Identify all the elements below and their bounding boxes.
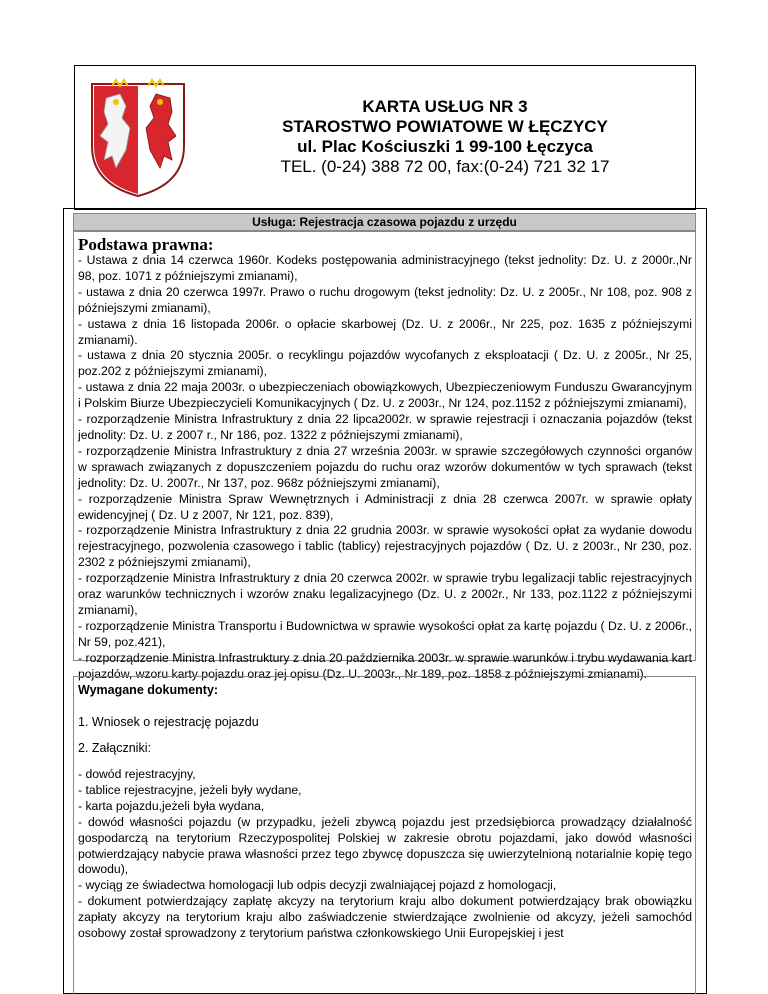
- list-item: - dowód własności pojazdu (w przypadku, jeżeli zbywcą pojazdu jest przedsiębiorca prowadzący działalność gospodarczą na terytorium Rzeczypospolitej Polskiej w zakresie obrotu pojazdami, jako dowód własności potwierdzający nabycie prawa własności przez tego zbywcę dopuszcza się uwierzytelnioną notarialnie kopię tego dowodu),: [78, 814, 692, 877]
- list-item: - rozporządzenie Ministra Infrastruktury z dnia 22 lipca2002r. w sprawie rejestracji i oznaczania pojazdów (tekst jednolity: Dz. U. z 2007 r., Nr 186, poz. 1322 z późniejszymi zmianami),: [78, 412, 692, 442]
- service-label: Usługa: Rejestracja czasowa pojazdu z urzędu: [73, 213, 696, 231]
- list-item: - rozporządzenie Ministra Infrastruktury z dnia 22 grudnia 2003r. w sprawie wysokości opłat za wydanie dowodu rejestracyjnego, pozwolenia czasowego i tablic (tablicy) rejestracyjnych pojazdów ( Dz. U. z 2003r., Nr 230, poz. 2302 z późniejszymi zmianami),: [78, 523, 692, 570]
- list-item: - rozporządzenie Ministra Spraw Wewnętrznych i Administracji z dnia 28 czerwca 2007r. w sprawie opłaty ewidencyjnej ( Dz. U z 2007, Nr 121, poz. 839),: [78, 491, 692, 522]
- list-item: - rozporządzenie Ministra Transportu i Budownictwa w sprawie wysokości opłat za kartę pojazdu ( Dz. U. z 2006r., Nr 59, poz.421),: [78, 618, 692, 649]
- office-address: ul. Plac Kościuszki 1 99-100 Łęczyca: [297, 137, 593, 156]
- list-item: - dowód rejestracyjny,: [78, 767, 196, 781]
- card-title: KARTA USŁUG NR 3: [362, 97, 528, 116]
- attachments-list: [78, 767, 692, 942]
- application-item: 1. Wniosek o rejestrację pojazdu: [78, 715, 259, 729]
- list-item: - Ustawa z dnia 14 czerwca 1960r. Kodeks postępowania administracyjnego (tekst jednolity: Dz. U. z 2000r.,Nr 98, poz. 1071 z późniejszymi zmianami),: [78, 253, 692, 283]
- coat-of-arms-icon: [86, 76, 190, 200]
- list-item: - wyciąg ze świadectwa homologacji lub odpis decyzji zwalniającej pojazd z homologacji,: [78, 878, 557, 893]
- attachments-heading: 2. Załączniki:: [78, 741, 151, 755]
- list-item: - ustawa z dnia 16 listopada 2006r. o opłacie skarbowej (Dz. U. z 2006r., Nr 225, poz. 1635 z późniejszymi zmianami).: [78, 316, 692, 347]
- list-item: - ustawa z dnia 20 stycznia 2005r. o recyklingu pojazdów wycofanych z eksploatacji ( Dz. U. z 2005r., Nr 25, poz.202 z późniejszymi zmianami),: [78, 348, 692, 379]
- list-item: - ustawa z dnia 20 czerwca 1997r. Prawo o ruchu drogowym (tekst jednolity: Dz. U. z 2005r., Nr 108, poz. 908 z późniejszymi zmianami),: [78, 284, 692, 315]
- legal-basis-list: [78, 253, 692, 682]
- list-item: - tablice rejestracyjne, jeżeli były wydane,: [78, 782, 302, 797]
- list-item: - karta pojazdu,jeżeli była wydana,: [78, 798, 265, 813]
- list-item: - ustawa z dnia 22 maja 2003r. o ubezpieczeniach obowiązkowych, Ubezpieczeniowym Funduszu Gwarancyjnym i Polskim Biurze Ubezpieczycieli Komunikacyjnych ( Dz. U. z 2003r., Nr 124, poz.1152 z późniejszymi zmianami),: [78, 380, 692, 411]
- header-text: [200, 97, 690, 177]
- list-item: - rozporządzenie Ministra Infrastruktury z dnia 20 października 2003r. w sprawie warunków i trybu wydawania kart pojazdów, wzoru karty pojazdu oraz jej opisu (Dz. U. 2003r., Nr 189, poz. 1858 z późniejszymi zmianami).: [78, 650, 692, 681]
- office-phone: TEL. (0-24) 388 72 00, fax:(0-24) 721 32 17: [280, 157, 610, 176]
- office-name: STAROSTWO POWIATOWE W ŁĘCZYCY: [282, 117, 608, 136]
- list-item: - dokument potwierdzający zapłatę akcyzy na terytorium kraju albo dokument potwierdzający brak obowiązku zapłaty akcyzy na terytorium kraju albo zaświadczenie stwierdzające zwolnienie od akcyzy, jeżeli samochód osobowy został sprowadzony z terytorium państwa członkowskiego Unii Europejskiej i jest: [78, 894, 692, 941]
- required-documents-title: Wymagane dokumenty:: [78, 683, 219, 697]
- list-item: - rozporządzenie Ministra Infrastruktury z dnia 27 września 2003r. w sprawie szczegółowych czynności organów w sprawach związanych z dopuszczeniem pojazdu do ruchu oraz wzorów dokumentów w tych sprawach (tekst jednolity: Dz. U. 2007r., Nr 137, poz. 968z późniejszymi zmianami),: [78, 443, 692, 490]
- list-item: - rozporządzenie Ministra Infrastruktury z dnia 20 czerwca 2002r. w sprawie trybu legalizacji tablic rejestracyjnych oraz warunków technicznych i wzorów znaku legalizacyjnego (Dz. U. z 2002r., Nr 133, poz.1122 z późniejszymi zmianami),: [78, 571, 692, 617]
- legal-basis-title: Podstawa prawna:: [78, 235, 214, 254]
